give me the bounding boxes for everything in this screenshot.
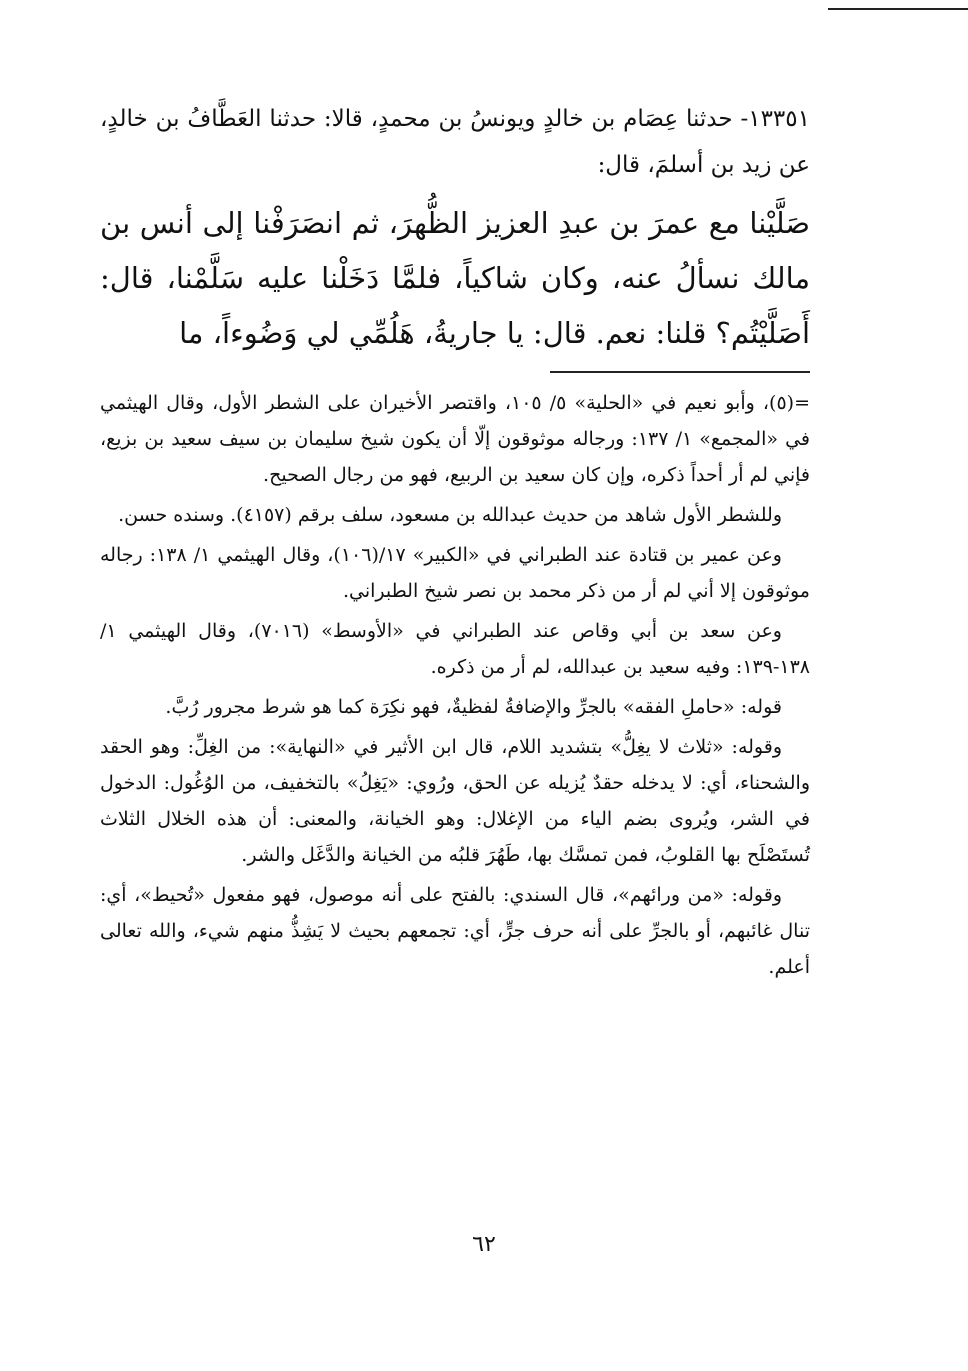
page-number: ٦٢ bbox=[472, 1232, 496, 1257]
footnote-paragraph: قوله: «حاملِ الفقه» بالجرِّ والإضافةُ لفظيةٌ، فهو نكِرَة كما هو شرط مجرور رُبَّ. bbox=[165, 696, 782, 718]
hadith-chain: ١٣٣٥١- حدثنا عِصَام بن خالدٍ ويونسُ بن محمدٍ، قالا: حدثنا العَطَّافُ بن خالدٍ، عن زيد بن أسلمَ، قال: bbox=[100, 106, 810, 178]
footnote-separator bbox=[550, 371, 810, 373]
hadith-text: صَلَّيْنا مع عمرَ بن عبدِ العزيز الظُّهرَ، ثم انصَرَفْنا إلى أنس بن مالك نسألُ عنه، وكان شاكياً، فلمَّا دَخَلْنا عليه سَلَّمْنا، قال: أَصَلَّيْتُم؟ قلنا: نعم. قال: يا جاريةُ، هَلُمِّي لي وَضُوءاً، ما bbox=[100, 206, 810, 350]
footnote-paragraph: وعن عمير بن قتادة عند الطبراني في «الكبير» ١٧/(١٠٦)، وقال الهيثمي ١/ ١٣٨: رجاله موثوقون إلا أني لم أر من ذكر محمد بن نصر شيخ الطبراني. bbox=[100, 544, 810, 602]
footnote-paragraph: =(٥)، وأبو نعيم في «الحلية» ٥/ ١٠٥، واقتصر الأخيران على الشطر الأول، وقال الهيثمي في «المجمع» ١/ ١٣٧: ورجاله موثوقون إلّا أن يكون شيخ سليمان بن سيف سعيد بن بزيع، فإني لم أر أحداً ذكره، وإن كان سعيد بن الربيع، فهو من رجال الصحيح. bbox=[100, 392, 810, 486]
footnote-paragraph: وللشطر الأول شاهد من حديث عبدالله بن مسعود، سلف برقم (٤١٥٧). وسنده حسن. bbox=[118, 504, 782, 526]
footnote-paragraph: وعن سعد بن أبي وقاص عند الطبراني في «الأوسط» (٧٠١٦)، وقال الهيثمي ١/ ١٣٨-١٣٩: وفيه سعيد بن عبدالله، لم أر من ذكره. bbox=[100, 620, 810, 678]
page-body bbox=[100, 96, 810, 989]
footnote-paragraph: وقوله: «من ورائهم»، قال السندي: بالفتح على أنه موصول، فهو مفعول «تُحيط»، أي: تنال غائبهم، أو بالجرِّ على أنه حرف جرٍّ، أي: تجمعهم بحيث لا يَشِذُّ منهم شيء، والله تعالى أعلم. bbox=[100, 884, 810, 978]
top-rule bbox=[828, 8, 968, 10]
footnote-paragraph: وقوله: «ثلاث لا يغِلُّ» بتشديد اللام، قال ابن الأثير في «النهاية»: من الغِلِّ: وهو الحقد والشحناء، أي: لا يدخله حقدٌ يُزيله عن الحق، ورُوي: «يَغِلُ» بالتخفيف، من الوُغُول: الدخول في الشر، ويُروى بضم الياء من الإغلال: وهو الخيانة، والمعنى: أن هذه الخلال الثلاث تُستَصْلَح بها القلوبُ، فمن تمسَّك بها، طَهُرَ قلبُه من الخيانة والدَّغَل والشر. bbox=[100, 736, 810, 866]
